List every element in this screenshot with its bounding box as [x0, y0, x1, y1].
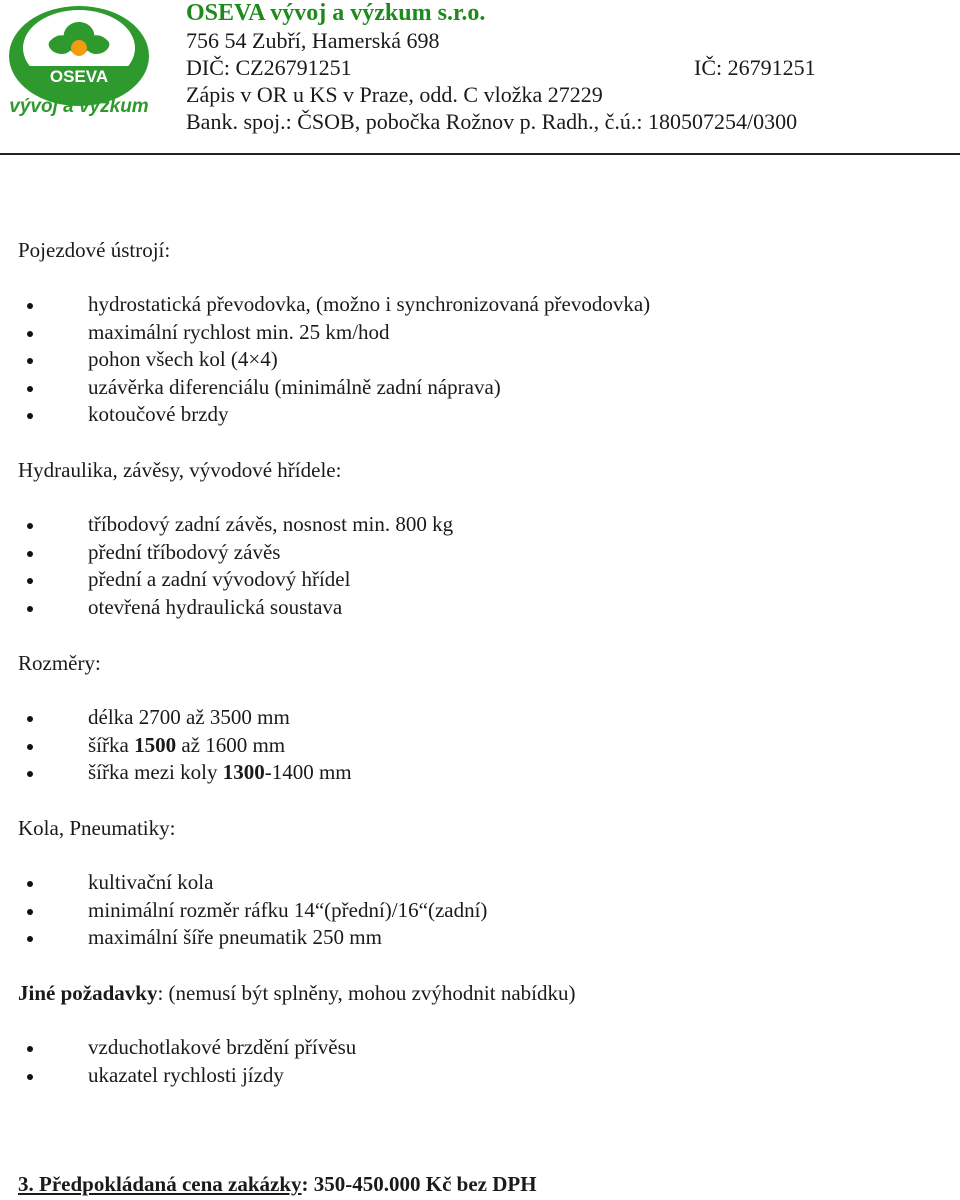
list-kola: [0, 869, 487, 952]
oseva-logo: [4, 2, 154, 120]
company-registry: Zápis v OR u KS v Praze, odd. C vložka 27229: [186, 82, 603, 107]
tax-ids: [186, 54, 816, 81]
header-divider: [0, 153, 960, 155]
list-item: délka 2700 až 3500 mm: [0, 704, 352, 732]
ic-number: IČ: 26791251: [694, 55, 816, 80]
list-item: kotoučové brzdy: [0, 401, 650, 429]
list-item: šířka mezi koly 1300-1400 mm: [0, 759, 352, 787]
bank-details: Bank. spoj.: ČSOB, pobočka Rožnov p. Radh., č.ú.: 180507254/0300: [186, 109, 798, 134]
list-hydraulika: [0, 511, 453, 621]
list-item: šířka 1500 až 1600 mm: [0, 732, 352, 760]
letterhead: [0, 0, 960, 156]
company-details: [186, 0, 816, 135]
estimated-price: [18, 1171, 537, 1198]
list-item: maximální rychlost min. 25 km/hod: [0, 319, 650, 347]
list-item: ukazatel rychlosti jízdy: [0, 1062, 356, 1090]
svg-text:OSEVA: OSEVA: [49, 67, 109, 86]
list-item: otevřená hydraulická soustava: [0, 594, 453, 622]
list-item: hydrostatická převodovka, (možno i synchronizovaná převodovka): [0, 291, 650, 319]
list-item: maximální šíře pneumatik 250 mm: [0, 924, 487, 952]
list-item: přední a zadní vývodový hřídel: [0, 566, 453, 594]
list-rozmery: [0, 704, 352, 787]
list-pojezd: [0, 291, 650, 429]
list-item: tříbodový zadní závěs, nosnost min. 800 kg: [0, 511, 453, 539]
list-item: kultivační kola: [0, 869, 487, 897]
section-title-hydraulika: Hydraulika, závěsy, vývodové hřídele:: [18, 458, 342, 482]
dic-number: DIČ: CZ26791251: [186, 55, 352, 80]
price-value: : 350-450.000 Kč bez DPH: [301, 1172, 537, 1196]
list-item: přední tříbodový závěs: [0, 539, 453, 567]
list-item: pohon všech kol (4×4): [0, 346, 650, 374]
list-item: minimální rozměr ráfku 14“(přední)/16“(zadní): [0, 897, 487, 925]
list-item: vzduchotlakové brzdění přívěsu: [0, 1034, 356, 1062]
price-label: 3. Předpokládaná cena zakázky: [18, 1172, 302, 1196]
section-title-kola: Kola, Pneumatiky:: [18, 816, 176, 840]
company-name: OSEVA vývoj a výzkum s.r.o.: [186, 0, 486, 26]
section-title-jine: Jiné požadavky: (nemusí být splněny, mohou zvýhodnit nabídku): [18, 981, 576, 1005]
section-title-pojezd: Pojezdové ústrojí:: [18, 238, 171, 262]
section-title-rozmery: Rozměry:: [18, 651, 101, 675]
company-address: 756 54 Zubří, Hamerská 698: [186, 28, 440, 53]
list-jine: [0, 1034, 356, 1089]
svg-text:vývoj a výzkum: vývoj a výzkum: [9, 96, 149, 117]
list-item: uzávěrka diferenciálu (minimálně zadní náprava): [0, 374, 650, 402]
